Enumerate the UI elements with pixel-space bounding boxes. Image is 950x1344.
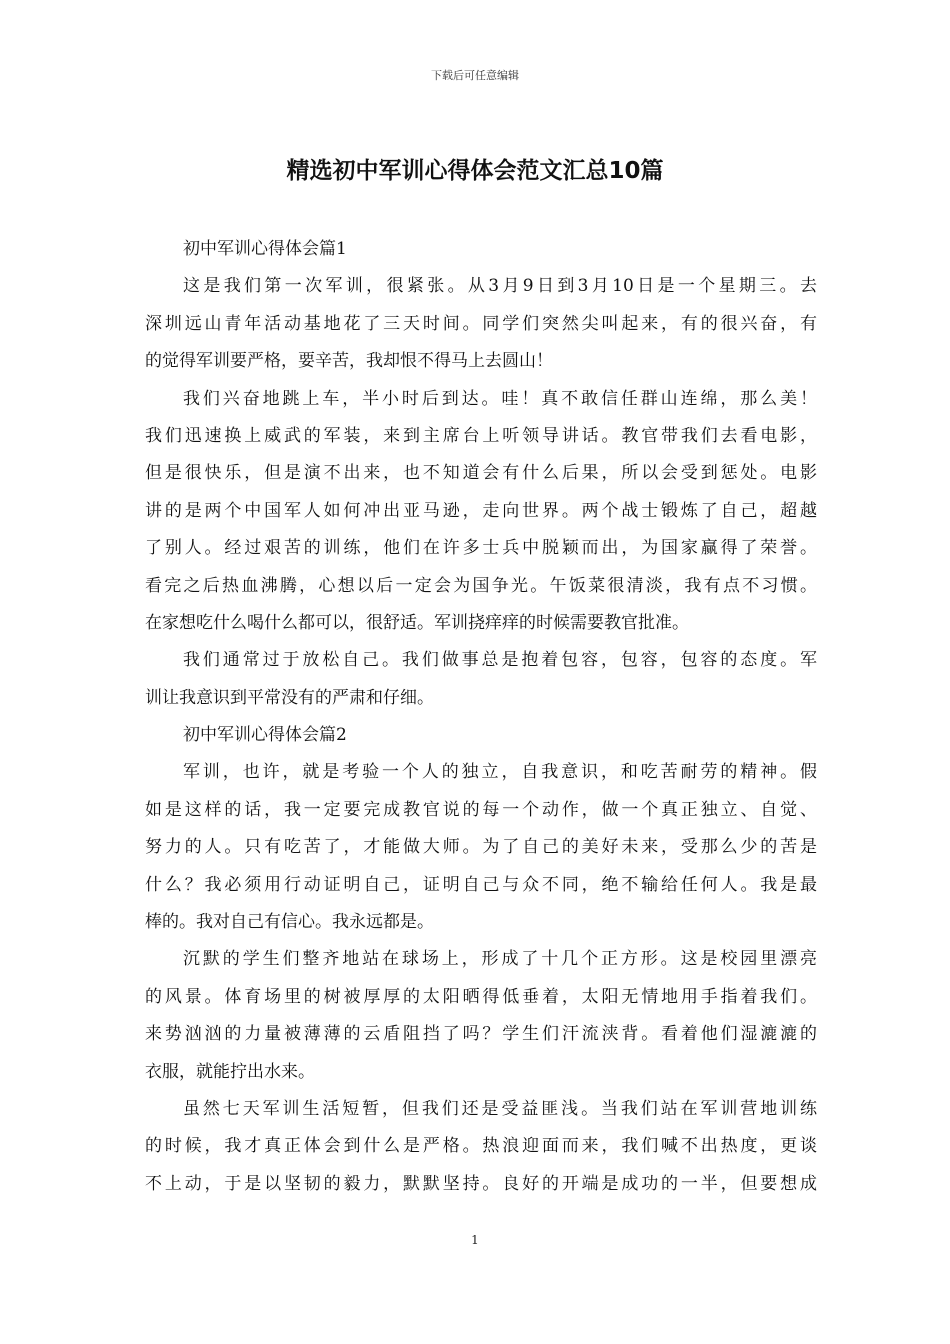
- paragraph-line: 不上动，于是以坚韧的毅力，默默坚持。良好的开端是成功的一半，但要想成: [145, 1173, 817, 1194]
- paragraph-line: 什么？我必须用行动证明自己，证明自己与众不同，绝不输给任何人。我是最: [145, 874, 817, 895]
- paragraph-line: 沉默的学生们整齐地站在球场上，形成了十几个正方形。这是校园里漂亮: [183, 949, 817, 970]
- paragraph-line: 深圳远山青年活动基地花了三天时间。同学们突然尖叫起来，有的很兴奋，有: [145, 313, 817, 334]
- paragraph-line: 的时候，我才真正体会到什么是严格。热浪迎面而来，我们喊不出热度，更谈: [145, 1136, 817, 1157]
- paragraph-line: 我们兴奋地跳上车，半小时后到达。哇！真不敢信任群山连绵，那么美！: [183, 388, 817, 409]
- paragraph-line: 了别人。经过艰苦的训练，他们在许多士兵中脱颖而出，为国家赢得了荣誉。: [145, 538, 817, 559]
- paragraph-line: 的觉得军训要严格，要辛苦，我却恨不得马上去圆山！: [145, 351, 553, 372]
- paragraph-line: 训让我意识到平常没有的严肃和仔细。: [145, 687, 434, 708]
- paragraph-line: 看完之后热血沸腾，心想以后一定会为国争光。午饭菜很清淡，我有点不习惯。: [145, 575, 817, 596]
- paragraph-line: 如是这样的话，我一定要完成教官说的每一个动作，做一个真正独立、自觉、: [145, 799, 817, 820]
- paragraph-line: 来势汹汹的力量被薄薄的云盾阻挡了吗？学生们汗流浃背。看着他们湿漉漉的: [145, 1024, 817, 1045]
- paragraph-line: 努力的人。只有吃苦了，才能做大师。为了自己的美好未来，受那么少的苦是: [145, 837, 817, 858]
- page-number: 1: [471, 1233, 479, 1247]
- document-body: [145, 231, 817, 1203]
- paragraph-line: 衣服，就能拧出水来。: [145, 1061, 315, 1082]
- section-heading: 初中军训心得体会篇1: [183, 239, 347, 259]
- paragraph-line: 在家想吃什么喝什么都可以，很舒适。军训挠痒痒的时候需要教官批准。: [145, 612, 689, 633]
- document-title: 精选初中军训心得体会范文汇总10篇: [286, 158, 664, 184]
- paragraph-line: 的风景。体育场里的树被厚厚的太阳晒得低垂着，太阳无情地用手指着我们。: [145, 986, 817, 1007]
- paragraph-line: 军训，也许，就是考验一个人的独立，自我意识，和吃苦耐劳的精神。假: [183, 762, 817, 783]
- paragraph-line: 棒的。我对自己有信心。我永远都是。: [145, 912, 434, 933]
- paragraph-line: 虽然七天军训生活短暂，但我们还是受益匪浅。当我们站在军训营地训练: [183, 1098, 817, 1119]
- paragraph-line: 讲的是两个中国军人如何冲出亚马逊，走向世界。两个战士锻炼了自己，超越: [145, 500, 817, 521]
- section-heading: 初中军训心得体会篇2: [183, 725, 347, 746]
- paragraph-line: 我们迅速换上威武的军装，来到主席台上听领导讲话。教官带我们去看电影，: [145, 425, 817, 446]
- paragraph-line: 这是我们第一次军训，很紧张。从3月9日到3月10日是一个星期三。去: [183, 276, 817, 297]
- header-note: 下载后可任意编辑: [431, 69, 519, 82]
- paragraph-line: 我们通常过于放松自己。我们做事总是抱着包容，包容，包容的态度。军: [183, 650, 817, 671]
- paragraph-line: 但是很快乐，但是演不出来，也不知道会有什么后果，所以会受到惩处。电影: [145, 463, 817, 484]
